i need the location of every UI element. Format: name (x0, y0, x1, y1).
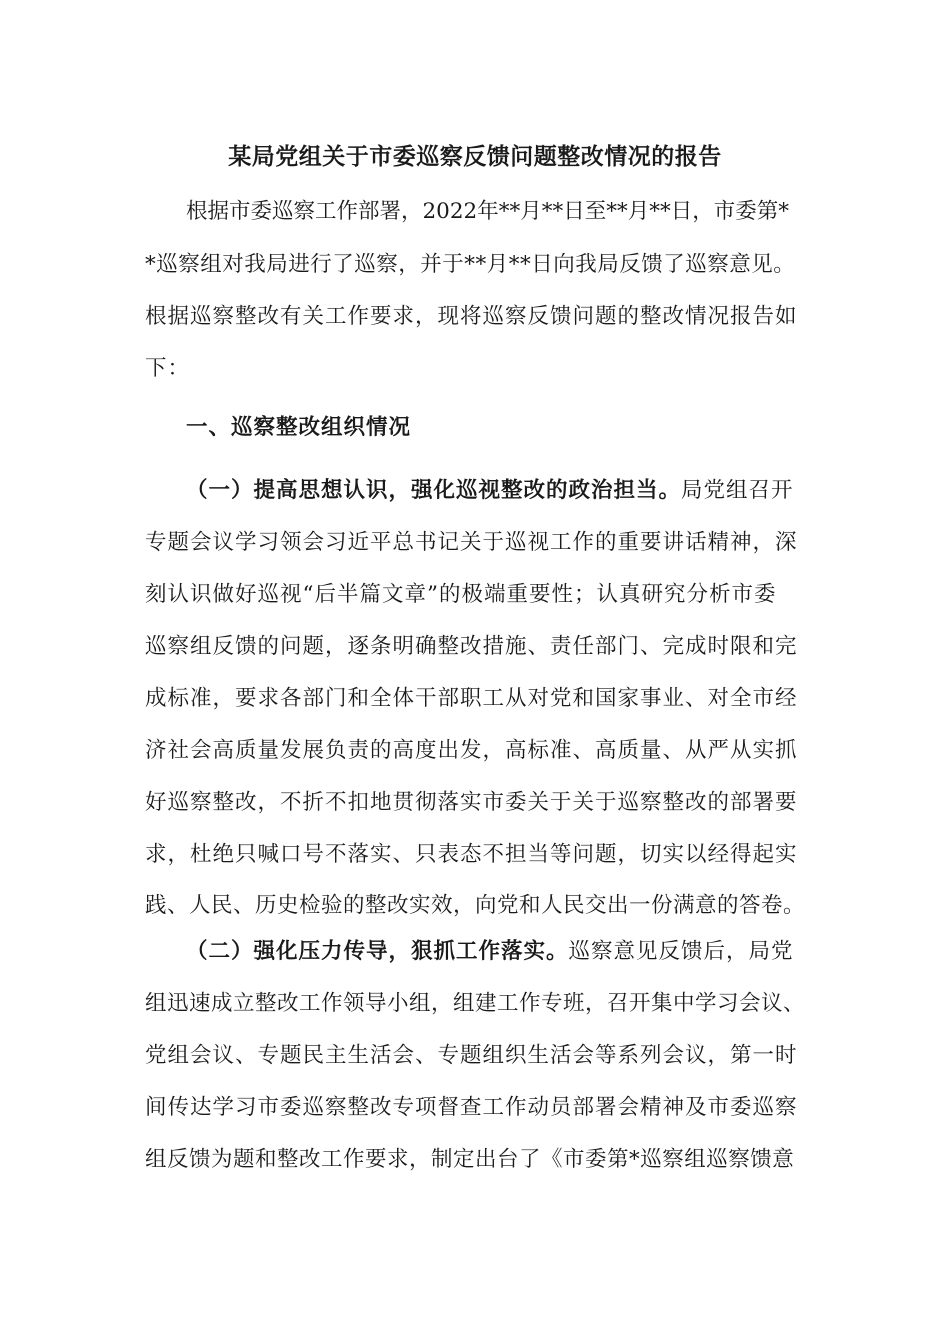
paragraph-line: 求，杜绝只喊口号不落实、只表态不担当等问题，切实以经得起实 (145, 842, 798, 867)
section-heading: 一、巡察整改组织情况 (186, 415, 412, 440)
intro-line: 根据巡察整改有关工作要求，现将巡察反馈问题的整改情况报告如 (145, 304, 798, 329)
paragraph-line: 党组会议、专题民主生活会、专题组织生活会等系列会议，第一时 (145, 1043, 798, 1068)
paragraph-line: 组迅速成立整改工作领导小组，组建工作专班，召开集中学习会议、 (145, 991, 806, 1016)
paragraph-line: 好巡察整改，不折不扣地贯彻落实市委关于关于巡察整改的部署要 (145, 790, 798, 815)
paragraph-line: 济社会高质量发展负责的高度出发，高标准、高质量、从严从实抓 (145, 738, 798, 763)
document-title: 某局党组关于市委巡察反馈问题整改情况的报告 (228, 143, 722, 170)
paragraph-line: 专题会议学习领会习近平总书记关于巡视工作的重要讲话精神，深 (145, 530, 798, 555)
paragraph-line: 间传达学习市委巡察整改专项督查工作动员部署会精神及市委巡察 (145, 1095, 798, 1120)
paragraph-line: 刻认识做好巡视“后半篇文章”的极端重要性；认真研究分析市委 (145, 582, 777, 607)
subsection-heading: （二）强化压力传导，狠抓工作落实。 (186, 939, 569, 964)
subsection-heading: （一）提高思想认识，强化巡视整改的政治担当。 (186, 478, 682, 503)
paragraph-text: 局党组召开 (681, 478, 794, 503)
paragraph-line: 践、人民、历史检验的整改实效，向党和人民交出一份满意的答卷。 (145, 893, 806, 918)
intro-line: 根据市委巡察工作部署，2022年**月**日至**月**日，市委第* (186, 199, 789, 224)
paragraph-first-line (186, 937, 794, 967)
paragraph-line: 巡察组反馈的问题，逐条明确整改措施、责任部门、完成时限和完 (145, 634, 798, 659)
paragraph-line: 成标准，要求各部门和全体干部职工从对党和国家事业、对全市经 (145, 686, 798, 711)
paragraph-first-line (186, 476, 794, 506)
intro-line: *巡察组对我局进行了巡察，并于**月**日向我局反馈了巡察意见。 (145, 252, 796, 277)
paragraph-text: 巡察意见反馈后，局党 (568, 939, 794, 964)
intro-line: 下： (145, 356, 191, 381)
paragraph-line: 组反馈为题和整改工作要求，制定出台了《市委第*巡察组巡察馈意 (145, 1147, 795, 1172)
